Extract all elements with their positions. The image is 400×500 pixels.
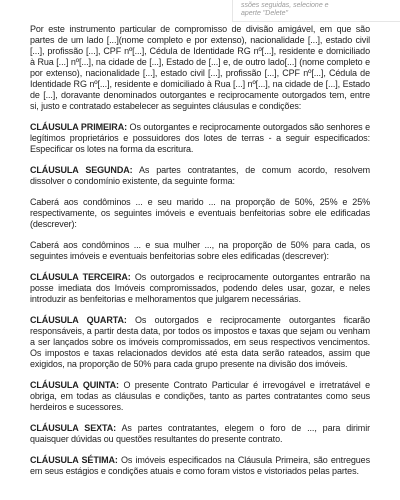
share-paragraph-2: Caberá aos condôminos ... e sua mulher ..., na proporção de 50% para cada, os seguintes imóveis e eventuais benfeitorias sobre eles edificadas (descrever): (30, 240, 370, 261)
clause-4 (30, 315, 370, 370)
clause-4-title: CLÁUSULA QUARTA: (30, 315, 127, 325)
clause-6-title: CLÁUSULA SEXTA: (30, 423, 117, 433)
instruction-note-line2: aperte "Delete" (241, 10, 288, 17)
instruction-note (232, 0, 400, 22)
instruction-note-line1: ssões seguidas, selecione e (241, 2, 329, 9)
document-body (30, 24, 370, 498)
clause-1-text: Os outorgantes e reciprocamente outorgados são senhores e legítimos proprietários e possuidores dos lotes de terras - a seguir especificados: Especificar os lotes na forma da escritura. (30, 122, 370, 154)
clause-2-title: CLÁUSULA SEGUNDA: (30, 165, 133, 175)
clause-5 (30, 380, 370, 413)
clause-1 (30, 122, 370, 155)
clause-2 (30, 165, 370, 187)
intro-paragraph: Por este instrumento particular de compromisso de divisão amigável, em que são partes de um lado [...](nome completo e por extenso), nacionalidade [...], estado civil [...], profissão [...], CPF nº[...], Cédula de Identidade RG nº[...], residente e domiciliado à Rua [...] nº[...], na cidade de [...], Estado de [...] e, de outro lado[...] (nome completo e por extenso), nacionalidade [...], estado civil [...], profissão [...], CPF nº[...], Cédula de Identidade RG nº[...], residente e domiciliado à Rua [...] nº[...], na cidade de [...], Estado de [...], doravante denominados outorgantes e reciprocamente outorgados tem, entre si, justo e contratado estabelecer as seguintes cláusulas e condições: (30, 24, 370, 111)
clause-3 (30, 272, 370, 305)
clause-6-text: As partes contratantes, elegem o foro de ..., para dirimir quaisquer dúvidas ou questões resultantes do presente contrato. (30, 423, 370, 444)
share-paragraph-1: Caberá aos condôminos ... e seu marido ... na proporção de 50%, 25% e 25% respectivamente, os seguintes imóveis e eventuais benfeitorias sobre ele edificadas (descrever): (30, 197, 370, 229)
clause-2-text: As partes contratantes, de comum acordo, resolvem dissolver o condomínio existente, da seguinte forma: (30, 165, 370, 186)
clause-6 (30, 423, 370, 445)
clause-7 (30, 455, 370, 477)
clause-7-title: CLÁUSULA SÉTIMA: (30, 455, 118, 465)
clause-3-title: CLÁUSULA TERCEIRA: (30, 272, 131, 282)
clause-4-text: Os outorgados e reciprocamente outorgantes ficarão responsáveis, a partir desta data, por todos os impostos e taxas que sejam ou venham a ser lançados sobre os imóveis compromissados, em seus respectivos vencimentos. Os impostos e taxas relacionados devidos até esta data serão rateados, assim que exigidos, na proporção de 50% para cada grupo presente na divisão dos imóveis. (30, 315, 370, 369)
clause-1-title: CLÁUSULA PRIMEIRA: (30, 122, 128, 132)
clause-5-text: O presente Contrato Particular é irrevogável e irretratável e obriga, em todas as cláusulas e condições, tanto as partes contratantes como seus herdeiros e sucessores. (30, 380, 370, 412)
clause-3-text: Os outorgados e reciprocamente outorgantes entrarão na posse imediata dos Imóveis compromissados, podendo deles usar, gozar, e neles introduzir as benfeitorias e melhoramentos que julgarem necessárias. (30, 272, 370, 304)
clause-5-title: CLÁUSULA QUINTA: (30, 380, 119, 390)
clause-7-text: Os imóveis especificados na Cláusula Primeira, são entregues em seus estágios e condições atuais e como foram vistos e vistoriados pelas partes. (30, 455, 370, 476)
